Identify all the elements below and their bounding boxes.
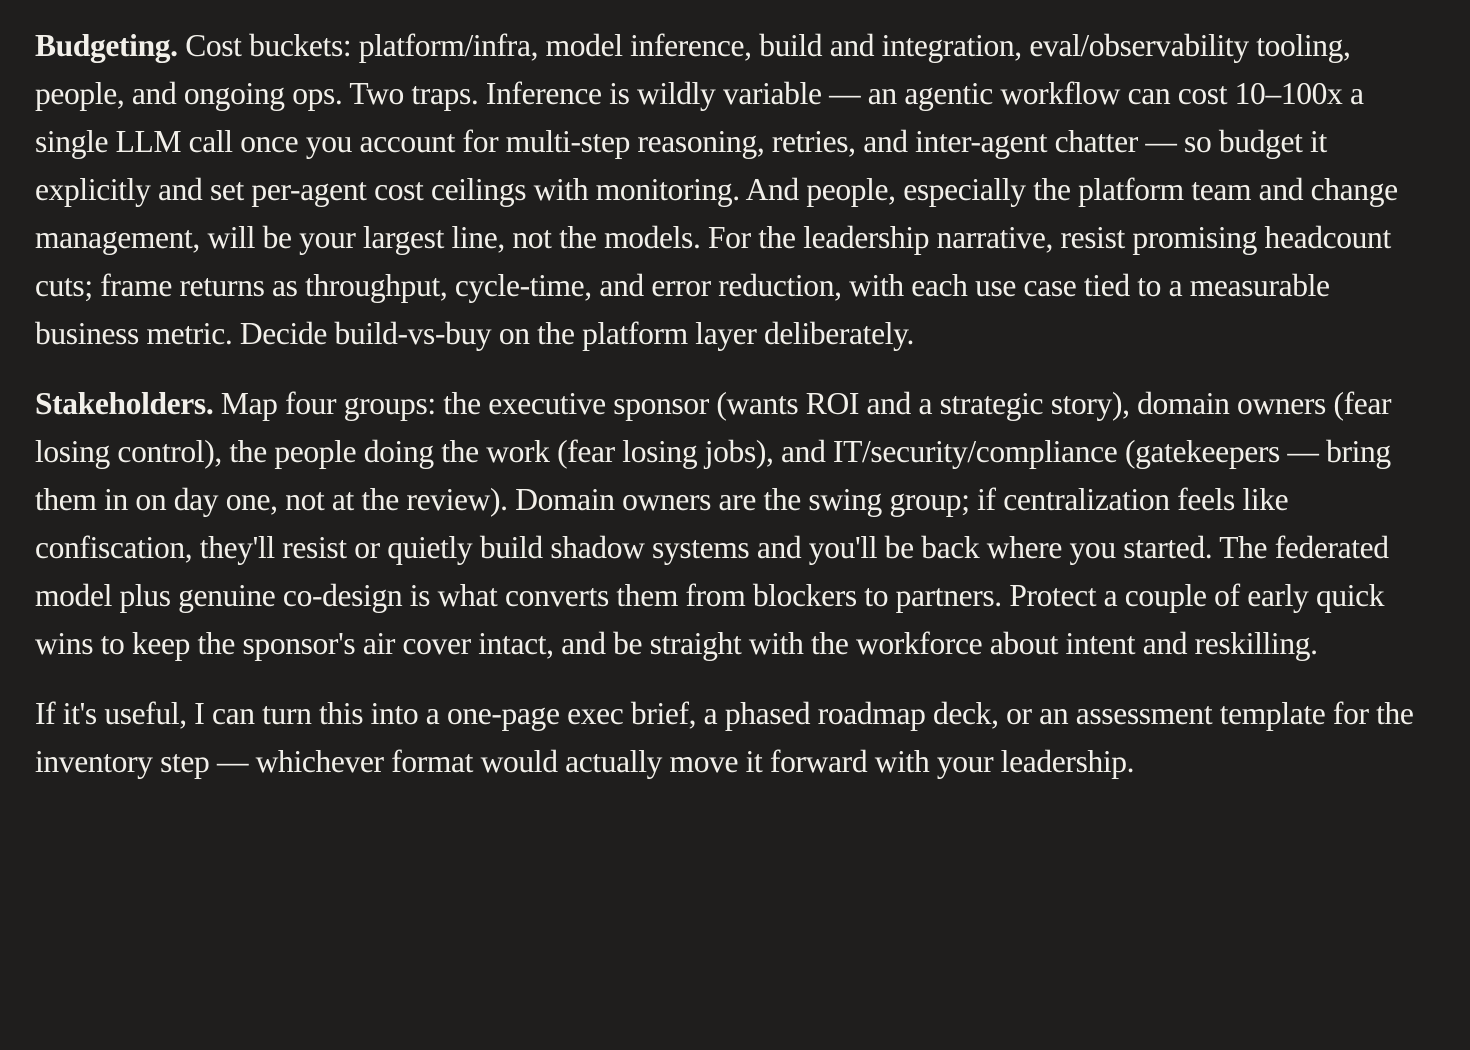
- closing-paragraph: [35, 690, 1435, 786]
- budgeting-text: Cost buckets: platform/infra, model inference, build and integration, eval/observability tooling, people, and ongoing ops. Two traps. Inference is wildly variable — an agentic workflow can cost 10–100x a single LLM call once you account for multi-step reasoning, retries, and inter-agent chatter — so budget it explicitly and set per-agent cost ceilings with monitoring. And people, especially the platform team and change management, will be your largest line, not the models. For the leadership narrative, resist promising headcount cuts; frame returns as throughput, cycle-time, and error reduction, with each use case tied to a measurable business metric. Decide build-vs-buy on the platform layer deliberately.: [35, 28, 1398, 351]
- budgeting-paragraph: [35, 22, 1435, 358]
- stakeholders-heading: Stakeholders.: [35, 386, 214, 421]
- closing-text: If it's useful, I can turn this into a one-page exec brief, a phased roadmap deck, or an assessment template for the inventory step — whichever format would actually move it forward with your leadership.: [35, 696, 1414, 779]
- stakeholders-text: Map four groups: the executive sponsor (wants ROI and a strategic story), domain owners (fear losing control), the people doing the work (fear losing jobs), and IT/security/compliance (gatekeepers — bring them in on day one, not at the review). Domain owners are the swing group; if centralization feels like confiscation, they'll resist or quietly build shadow systems and you'll be back where you started. The federated model plus genuine co-design is what converts them from blockers to partners. Protect a couple of early quick wins to keep the sponsor's air cover intact, and be straight with the workforce about intent and reskilling.: [35, 386, 1392, 661]
- budgeting-heading: Budgeting.: [35, 28, 178, 63]
- assistant-message: [35, 22, 1435, 808]
- stakeholders-paragraph: [35, 380, 1435, 668]
